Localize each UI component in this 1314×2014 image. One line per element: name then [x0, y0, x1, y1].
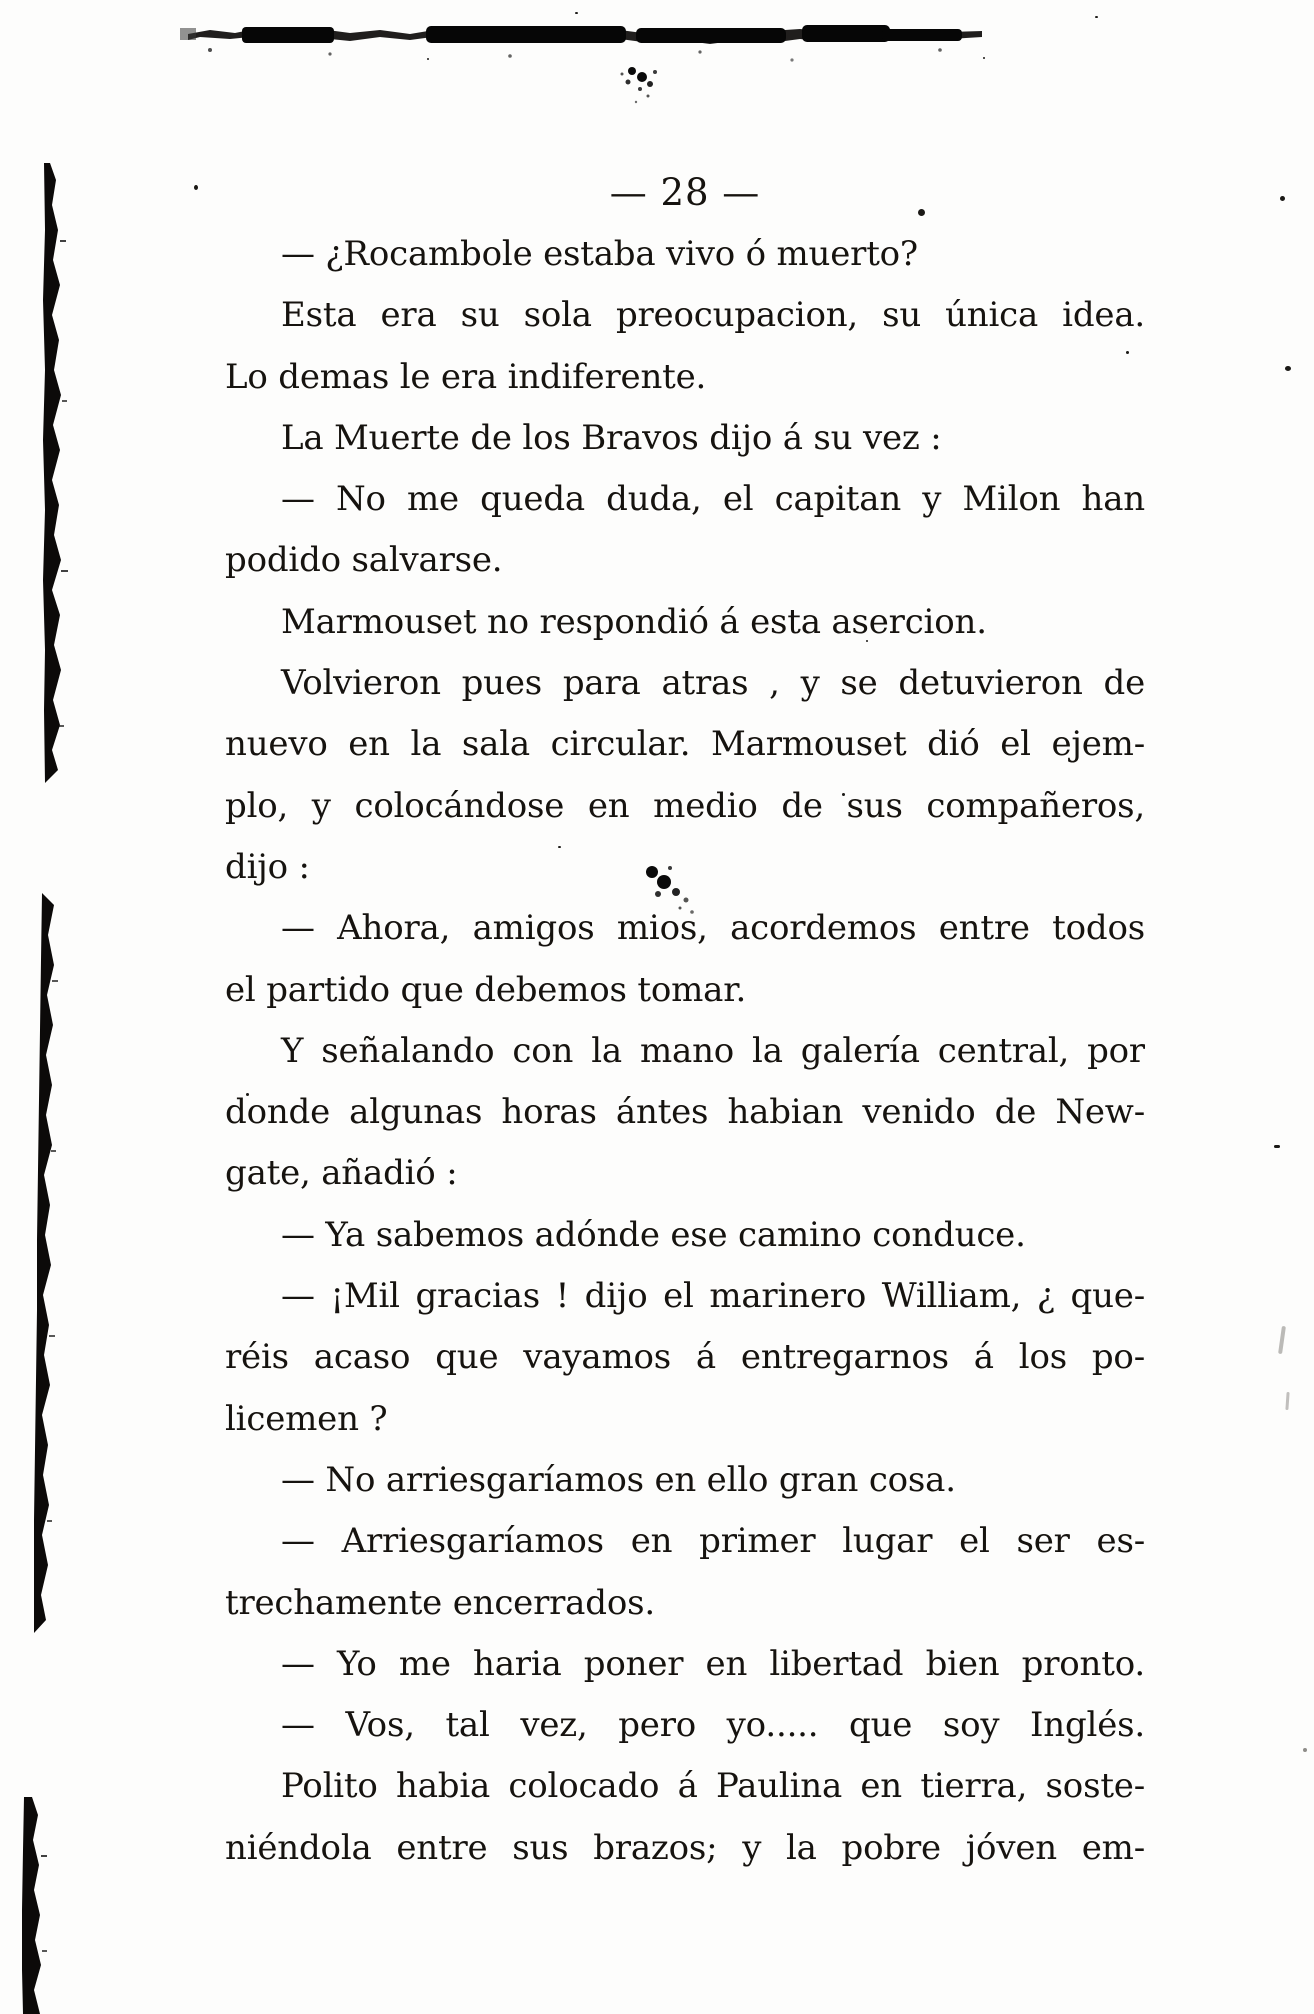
margin-speck	[194, 185, 198, 190]
margin-smudge	[1278, 1326, 1286, 1354]
text-line: — Vos, tal vez, pero yo..... que soy Inglés.	[281, 1705, 1145, 1746]
margin-speck	[427, 58, 429, 60]
text-line: Polito habia colocado á Paulina en tierra, soste-	[281, 1766, 1145, 1807]
text-line: Volvieron pues para atras , y se detuvieron de	[281, 663, 1145, 704]
text-line: La Muerte de los Bravos dijo á su vez :	[281, 417, 942, 458]
text-line: licemen ?	[225, 1398, 388, 1439]
ink-smudge-top	[621, 67, 658, 103]
text-line: — ¿Rocambole estaba vivo ó muerto?	[281, 234, 918, 274]
margin-speck	[1095, 16, 1098, 18]
text-line: el partido que debemos tomar.	[225, 969, 747, 1010]
margin-speck	[1280, 196, 1285, 201]
margin-speck	[575, 12, 578, 14]
text-line: — Arriesgaríamos en primer lugar el ser es-	[281, 1521, 1145, 1562]
text-line: Esta era su sola preocupacion, su única idea.	[281, 295, 1145, 336]
text-line: plo, y colocándose en medio de sus compañeros,	[225, 785, 1145, 826]
text-line: podido salvarse.	[225, 540, 503, 581]
margin-speck	[1274, 1145, 1280, 1148]
text-block	[225, 224, 1145, 1879]
text-line: — ¡Mil gracias ! dijo el marinero William, ¿ que-	[281, 1276, 1145, 1317]
text-line: niéndola entre sus brazos; y la pobre jóven em-	[225, 1827, 1145, 1868]
text-line: réis acaso que vayamos á entregarnos á los po-	[225, 1337, 1145, 1378]
text-line: — Ya sabemos adónde ese camino conduce.	[281, 1214, 1026, 1255]
binding-ink-streak	[14, 150, 74, 2014]
text-line: trechamente encerrados.	[225, 1582, 655, 1623]
top-edge-ink-streak	[180, 14, 1010, 124]
text-line: — Yo me haria poner en libertad bien pronto.	[281, 1643, 1145, 1684]
margin-speck	[1303, 1748, 1307, 1752]
text-line: — No me queda duda, el capitan y Milon han	[281, 479, 1145, 520]
text-line: dijo :	[225, 846, 310, 887]
text-line: nuevo en la sala circular. Marmouset dió el ejem-	[225, 724, 1145, 765]
text-line: donde algunas horas ántes habian venido de New-	[225, 1092, 1145, 1133]
margin-speck	[983, 57, 985, 59]
text-line: Y señalando con la mano la galería central, por	[281, 1030, 1145, 1071]
text-line: Lo demas le era indiferente.	[225, 356, 707, 397]
text-line: gate, añadió :	[225, 1153, 458, 1194]
margin-smudge	[1285, 1392, 1289, 1410]
page-number: — 28 —	[609, 171, 761, 214]
margin-speck	[1285, 366, 1291, 371]
text-line: — No arriesgaríamos en ello gran cosa.	[281, 1459, 956, 1500]
text-line: — Ahora, amigos mios, acordemos entre todos	[281, 908, 1145, 949]
text-line: Marmouset no respondió á esta asercion.	[281, 601, 987, 642]
